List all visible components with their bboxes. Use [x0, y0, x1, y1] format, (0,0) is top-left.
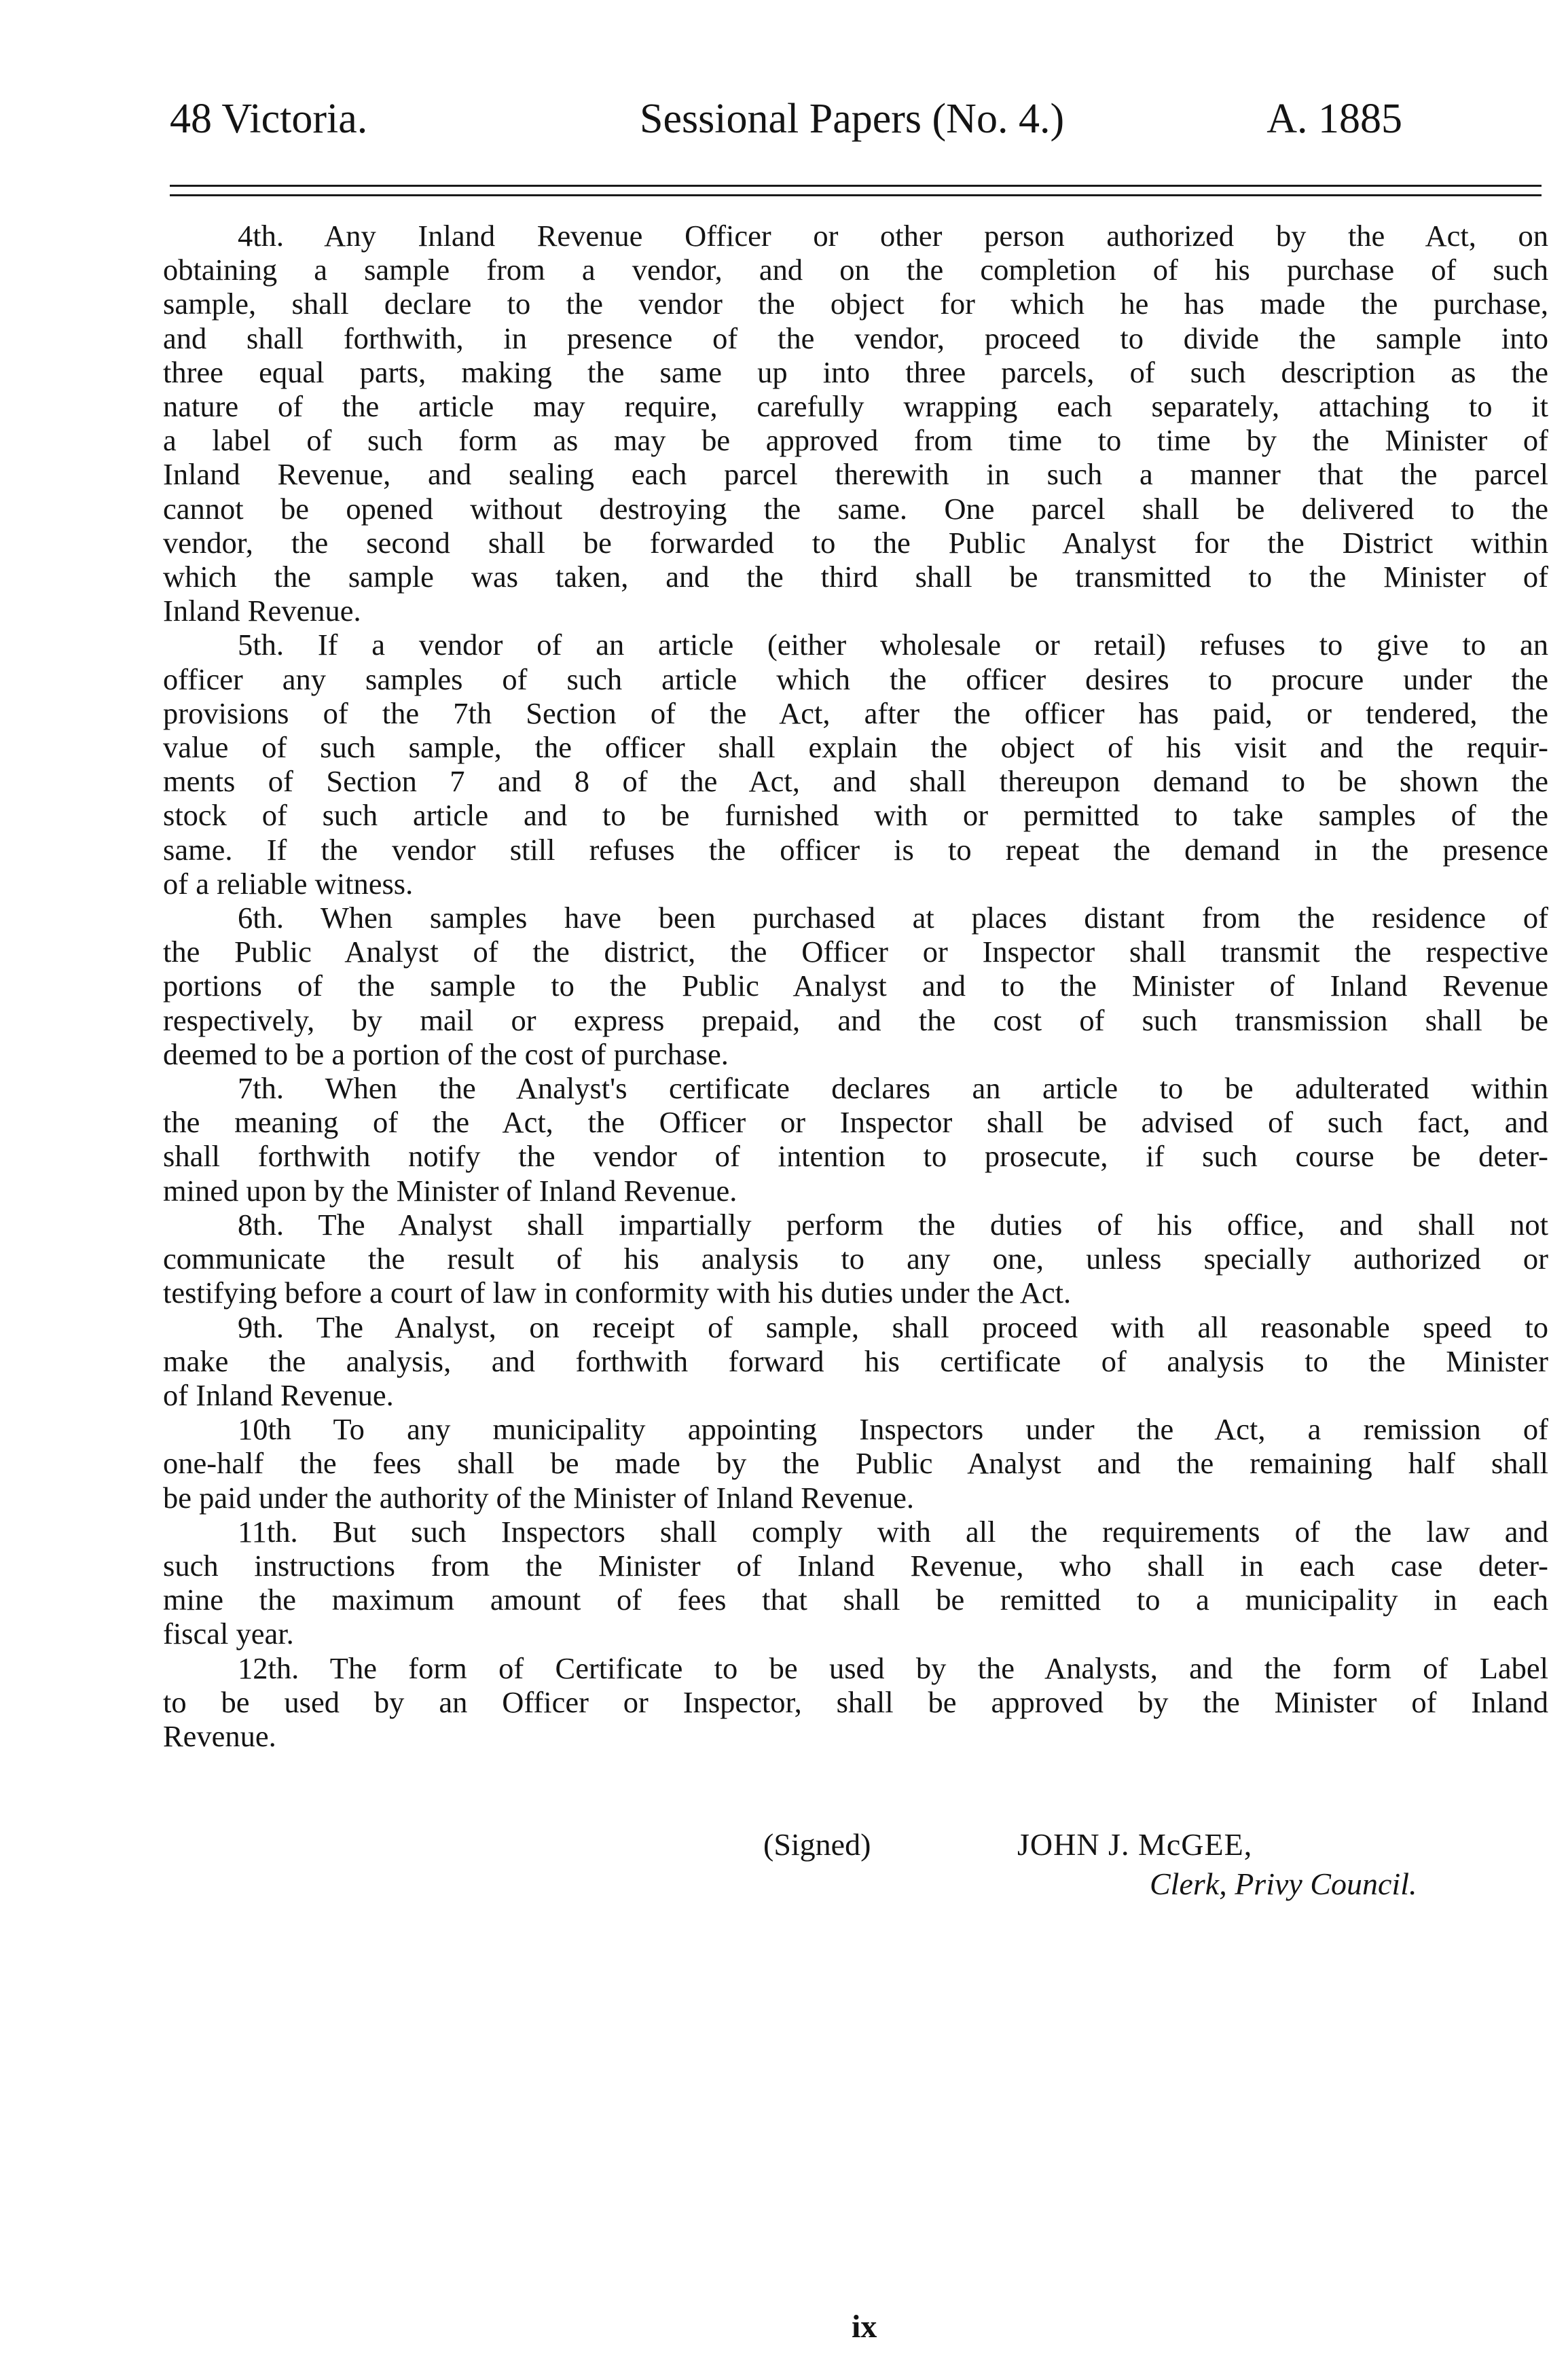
- paragraph: [163, 628, 1548, 901]
- text-line: 7th. When the Analyst's certificate declares an article to be adulterated within: [238, 1071, 1548, 1106]
- text-line: 12th. The form of Certificate to be used by the Analysts, and the form of Label: [238, 1651, 1548, 1685]
- text-line: vendor, the second shall be forwarded to the Public Analyst for the District within: [163, 525, 1548, 560]
- signed-label: (Signed): [763, 1827, 871, 1862]
- header-volume: 48 Victoria.: [170, 96, 368, 142]
- text-line: Revenue.: [163, 1718, 276, 1753]
- text-line: the meaning of the Act, the Officer or Inspector shall be advised of such fact, and: [163, 1105, 1548, 1140]
- header-rule-bottom: [170, 194, 1542, 196]
- text-line: fiscal year.: [163, 1617, 294, 1651]
- text-line: obtaining a sample from a vendor, and on the completion of his purchase of such: [163, 253, 1548, 287]
- signatory-name: JOHN J. McGEE,: [1017, 1827, 1253, 1862]
- text-line: 5th. If a vendor of an article (either wholesale or retail) refuses to give to an: [238, 628, 1548, 662]
- paragraph: [163, 1651, 1548, 1754]
- text-line: 8th. The Analyst shall impartially perform the duties of his office, and shall not: [238, 1207, 1548, 1242]
- text-line: provisions of the 7th Section of the Act, after the officer has paid, or tendered, the: [163, 696, 1548, 730]
- text-line: deemed to be a portion of the cost of purchase.: [163, 1036, 729, 1071]
- paragraph: [163, 219, 1548, 628]
- text-line: value of such sample, the officer shall explain the object of his visit and the requir-: [163, 730, 1548, 765]
- text-line: stock of such article and to be furnished with or permitted to take samples of the: [163, 798, 1548, 833]
- text-line: same. If the vendor still refuses the officer is to repeat the demand in the presence: [163, 832, 1548, 867]
- header-rule-top: [170, 185, 1542, 187]
- text-line: which the sample was taken, and the third shall be transmitted to the Minister of: [163, 560, 1548, 594]
- text-line: communicate the result of his analysis to any one, unless specially authorized or: [163, 1242, 1548, 1276]
- text-line: 9th. The Analyst, on receipt of sample, shall proceed with all reasonable speed to: [238, 1310, 1548, 1344]
- text-line: 6th. When samples have been purchased at places distant from the residence of: [238, 901, 1548, 935]
- signature-block: [0, 1820, 1568, 1929]
- signatory-title: Clerk, Privy Council.: [1150, 1867, 1417, 1901]
- paragraph: [163, 1310, 1548, 1413]
- paragraph: [163, 1208, 1548, 1310]
- text-line: shall forthwith notify the vendor of intention to prosecute, if such course be deter-: [163, 1139, 1548, 1174]
- text-line: respectively, by mail or express prepaid, and the cost of such transmission shall be: [163, 1003, 1548, 1037]
- text-line: of Inland Revenue.: [163, 1377, 394, 1412]
- page-number: ix: [852, 2309, 877, 2345]
- text-line: such instructions from the Minister of Inland Revenue, who shall in each case deter-: [163, 1548, 1548, 1583]
- text-line: 4th. Any Inland Revenue Officer or other person authorized by the Act, on: [238, 219, 1548, 253]
- text-line: to be used by an Officer or Inspector, shall be approved by the Minister of Inland: [163, 1684, 1548, 1719]
- text-line: one-half the fees shall be made by the Public Analyst and the remaining half shall: [163, 1446, 1548, 1481]
- text-line: of a reliable witness.: [163, 866, 414, 901]
- text-line: the Public Analyst of the district, the Officer or Inspector shall transmit the respective: [163, 935, 1548, 969]
- text-line: three equal parts, making the same up into three parcels, of such description as the: [163, 355, 1548, 389]
- paragraph: [163, 1412, 1548, 1515]
- header-title: Sessional Papers (No. 4.): [640, 96, 1065, 142]
- text-line: portions of the sample to the Public Analyst and to the Minister of Inland Revenue: [163, 969, 1548, 1003]
- text-line: sample, shall declare to the vendor the object for which he has made the purchase,: [163, 287, 1548, 321]
- regulations-text: [163, 219, 1548, 1753]
- text-line: mine the maximum amount of fees that shall be remitted to a municipality in each: [163, 1583, 1548, 1617]
- text-line: mined upon by the Minister of Inland Revenue.: [163, 1173, 737, 1208]
- text-line: a label of such form as may be approved from time to time by the Minister of: [163, 423, 1548, 458]
- text-line: testifying before a court of law in conformity with his duties under the Act.: [163, 1276, 1072, 1310]
- text-line: 10th To any municipality appointing Inspectors under the Act, a remission of: [238, 1412, 1548, 1447]
- text-line: 11th. But such Inspectors shall comply with all the requirements of the law and: [238, 1514, 1548, 1549]
- text-line: and shall forthwith, in presence of the vendor, proceed to divide the sample into: [163, 321, 1548, 355]
- paragraph: [163, 1515, 1548, 1651]
- header-year: A. 1885: [1266, 96, 1402, 142]
- text-line: be paid under the authority of the Minister of Inland Revenue.: [163, 1480, 915, 1515]
- text-line: officer any samples of such article which the officer desires to procure under the: [163, 662, 1548, 696]
- text-line: nature of the article may require, carefully wrapping each separately, attaching to it: [163, 389, 1548, 424]
- page-header: [170, 92, 1402, 146]
- text-line: ments of Section 7 and 8 of the Act, and shall thereupon demand to be shown the: [163, 764, 1548, 799]
- text-line: make the analysis, and forthwith forward his certificate of analysis to the Minister: [163, 1344, 1548, 1378]
- paragraph: [163, 1071, 1548, 1208]
- text-line: Inland Revenue, and sealing each parcel therewith in such a manner that the parcel: [163, 457, 1548, 492]
- paragraph: [163, 901, 1548, 1071]
- text-line: cannot be opened without destroying the same. One parcel shall be delivered to the: [163, 491, 1548, 526]
- text-line: Inland Revenue.: [163, 594, 361, 628]
